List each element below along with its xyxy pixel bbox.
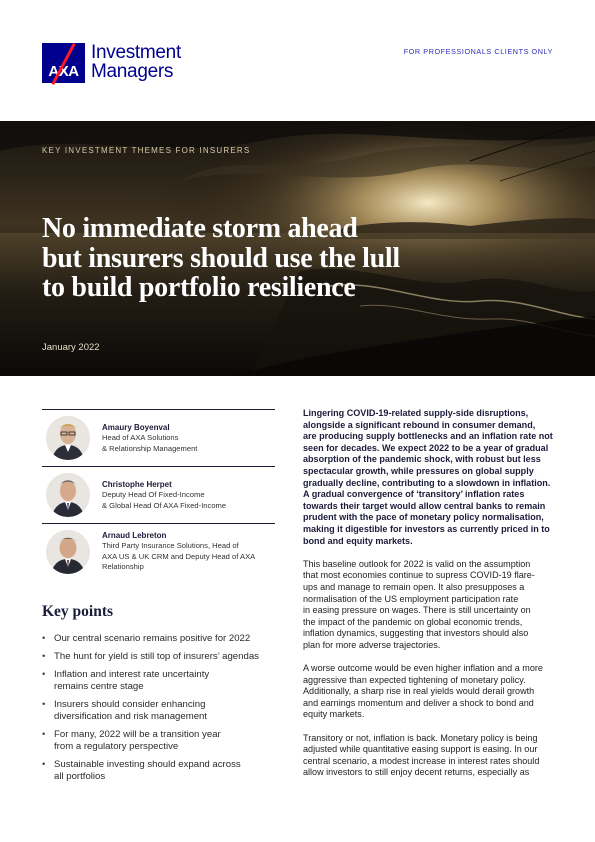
point-text: diversification and risk management bbox=[54, 711, 208, 723]
text-line: allow investors to still enjoy decent returns, especially as bbox=[303, 767, 530, 778]
avatar bbox=[46, 416, 90, 460]
text-line: aggressive than expected tightening of monetary policy. bbox=[303, 674, 526, 685]
author-name: Arnaud Lebreton bbox=[102, 531, 167, 540]
text-line: This baseline outlook for 2022 is valid on the assumption bbox=[303, 558, 531, 569]
text-line: making it digestible for investors as currently priced in to bbox=[303, 523, 550, 534]
axa-logo-mark bbox=[42, 43, 85, 83]
text-line: inflation dynamics, suggesting that investors should also bbox=[303, 628, 529, 639]
body-paragraph bbox=[303, 733, 555, 779]
bullet-icon: • bbox=[42, 698, 46, 710]
logo-wordmark bbox=[91, 43, 181, 81]
point-text: Our central scenario remains positive for 2022 bbox=[54, 633, 251, 644]
list-item bbox=[42, 759, 275, 783]
lead-paragraph bbox=[303, 408, 555, 547]
point-text: Insurers should consider enhancing bbox=[54, 698, 206, 710]
text-line: normalisation of the US employment participation rate bbox=[303, 593, 519, 604]
text-line: central scenario, a modest increase in interest rates should bbox=[303, 755, 540, 766]
author-role: & Relationship Management bbox=[102, 443, 198, 453]
text-line: seen for decades. We expect 2022 to be a year of gradual bbox=[303, 442, 549, 453]
person-photo-icon bbox=[46, 473, 90, 517]
page-header bbox=[0, 0, 595, 121]
text-line: adjusted while quantitative easing support is easing. In our bbox=[303, 744, 538, 755]
axa-wordmark: AXA bbox=[48, 63, 79, 80]
author-role: Third Party Insurance Solutions, Head of bbox=[102, 541, 239, 550]
avatar bbox=[46, 530, 90, 574]
key-points-list bbox=[42, 633, 275, 789]
text-line: equity markets. bbox=[303, 709, 365, 720]
author-role: & Global Head Of AXA Fixed-Income bbox=[102, 500, 227, 510]
person-photo-icon bbox=[46, 416, 90, 460]
bullet-icon: • bbox=[42, 650, 46, 662]
audience-notice: FOR PROFESSIONALS CLIENTS ONLY bbox=[403, 47, 553, 56]
bullet-icon: • bbox=[42, 759, 46, 771]
body-paragraph bbox=[303, 559, 555, 652]
author-info bbox=[102, 480, 277, 511]
text-line: gradually decline, contributing to a slowdown in inflation. bbox=[303, 477, 551, 488]
text-line: are producing supply bottlenecks and an inflation rate not bbox=[303, 431, 553, 442]
text-line: towards their target would allow central banks to remain bbox=[303, 500, 546, 511]
author-card bbox=[42, 523, 275, 580]
body-text-column bbox=[303, 408, 555, 791]
list-item bbox=[42, 729, 275, 753]
hero-banner bbox=[0, 121, 595, 376]
text-line: in easing pressure on wages. There is still uncertainty on bbox=[303, 605, 531, 616]
author-info bbox=[102, 531, 277, 573]
text-line: prudent with the pace of monetary policy normalisation, bbox=[303, 512, 544, 523]
title-line: to build portfolio resilience bbox=[42, 272, 356, 303]
bullet-icon: • bbox=[42, 728, 46, 740]
body-paragraph bbox=[303, 663, 555, 721]
publication-date: January 2022 bbox=[42, 342, 100, 353]
point-text: Inflation and interest rate uncertainty bbox=[54, 668, 210, 680]
text-line: Lingering COVID-19-related supply-side disruptions, bbox=[303, 408, 529, 418]
author-name: Christophe Herpet bbox=[102, 480, 172, 489]
author-card bbox=[42, 409, 275, 466]
point-text: For many, 2022 will be a transition year bbox=[54, 728, 221, 740]
text-line: alongside a significant rebound in consumer demand, bbox=[303, 419, 536, 430]
author-role: AXA US & UK CRM and Deputy Head of AXA bbox=[102, 551, 256, 561]
text-line: A worse outcome would be even higher inflation and a more bbox=[303, 663, 543, 674]
list-item bbox=[42, 633, 275, 645]
point-text: from a regulatory perspective bbox=[54, 741, 179, 753]
text-line: A gradual convergence of ‘transitory’ inflation rates bbox=[303, 489, 525, 500]
point-text: remains centre stage bbox=[54, 680, 144, 692]
logo-line-2: Managers bbox=[91, 61, 174, 82]
text-line: spectacular growth, while pressures on global supply bbox=[303, 465, 534, 476]
text-line: Additionally, a sharp rise in real yields would derail growth bbox=[303, 686, 535, 697]
title-line: No immediate storm ahead bbox=[42, 213, 358, 244]
text-line: Transitory or not, inflation is back. Monetary policy is being bbox=[303, 732, 538, 743]
author-card bbox=[42, 466, 275, 523]
author-name: Amaury Boyenval bbox=[102, 423, 170, 432]
page-title bbox=[42, 214, 502, 303]
list-item bbox=[42, 699, 275, 723]
point-text: The hunt for yield is still top of insurers’ agendas bbox=[54, 650, 259, 662]
axa-im-logo[interactable] bbox=[42, 43, 181, 83]
key-points-heading: Key points bbox=[42, 603, 114, 620]
avatar bbox=[46, 473, 90, 517]
author-info bbox=[102, 423, 277, 454]
text-line: plan for more adverse trajectories. bbox=[303, 639, 441, 650]
text-line: that most economies continue to supress COVID-19 flare- bbox=[303, 570, 535, 581]
author-list bbox=[42, 409, 275, 580]
text-line: absorption of the pandemic shock, with robust but less bbox=[303, 454, 541, 465]
list-item bbox=[42, 651, 275, 663]
point-text: Sustainable investing should expand across bbox=[54, 759, 241, 771]
logo-line-1: Investment bbox=[91, 42, 181, 63]
author-role: Relationship bbox=[102, 562, 144, 571]
bullet-icon: • bbox=[42, 633, 46, 644]
text-line: ups and manage to remain open. It also presupposes a bbox=[303, 581, 525, 592]
text-line: bond and equity markets. bbox=[303, 535, 413, 546]
bullet-icon: • bbox=[42, 668, 46, 680]
author-role: Deputy Head Of Fixed-Income bbox=[102, 490, 205, 499]
list-item bbox=[42, 669, 275, 693]
title-line: but insurers should use the lull bbox=[42, 242, 400, 274]
point-text: all portfolios bbox=[54, 771, 106, 783]
text-line: and earnings momentum and deliver a shock to bond and bbox=[303, 697, 534, 708]
person-photo-icon bbox=[46, 530, 90, 574]
text-line: the impact of the pandemic on global economic trends, bbox=[303, 616, 523, 627]
theme-label: KEY INVESTMENT THEMES FOR INSURERS bbox=[42, 146, 251, 155]
author-role: Head of AXA Solutions bbox=[102, 433, 179, 442]
